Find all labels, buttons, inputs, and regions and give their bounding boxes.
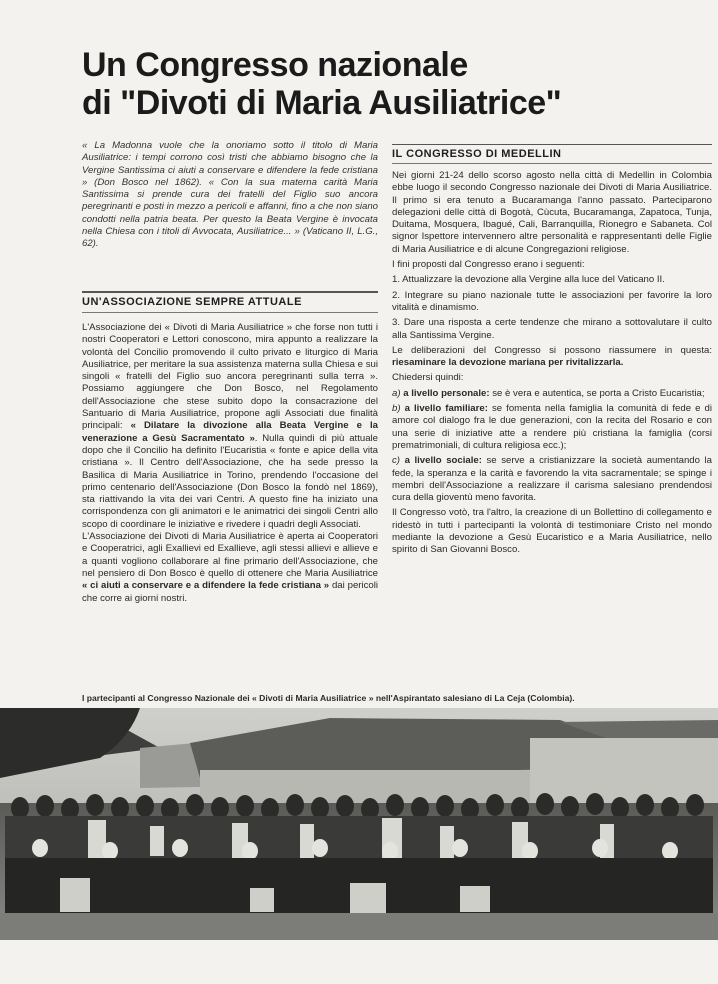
left-paragraph-2 bbox=[82, 531, 378, 605]
right-level-a bbox=[392, 388, 712, 400]
photo-caption: I partecipanti al Congresso Nazionale dei « Divoti di Maria Ausiliatrice » nell'Aspirantato salesiano di La Ceja (Colombia). bbox=[82, 693, 575, 703]
right-heading-rule-bottom bbox=[392, 163, 712, 164]
group-photo bbox=[0, 708, 718, 940]
left-paragraph-1 bbox=[82, 322, 378, 531]
left-p1-text: L'Associazione dei « Divoti di Maria Ausiliatrice » che forse non tutti i nostri Cooperatori e Lettori conoscono, mira appunto a realizzare la volontà del Concilio promovendo il culto privato e liturgico di Maria Ausiliatrice, per meritare la sua assistenza materna sulla Chiesa e sui singoli « fratelli del Figlio suo ancora peregrinanti sulla terra ». Possiamo aggiungere che Don Bosco, nel Regolamento dell'Associazione che stese subito dopo la consacrazione del Santuario di Maria Ausiliatrice, propone agli Associati due finalità principali: bbox=[82, 322, 378, 432]
group-photo-illustration bbox=[0, 708, 718, 940]
left-p1-text-end: . Nulla quindi di più attuale dopo che il Concilio ha definito l'Eucaristia « fonte e apice della vita cristiana ». Il Centro dell'Associazione, che ha sede presso la Basilica di Maria Ausiliatrice in Torino, prendendo l'occasione del primo centenario dell'Associazione (Don Bosco la fondò nel 1869), sta riattivando la vita dei vari Centri. A questo fine ha iniziato una corrispondenza con gli animatori e le animatrici dei singoli Centri allo scopo di coordinare le iniziative e rivedere i quadri degli Associati. bbox=[82, 432, 378, 530]
left-p2-text: L'Associazione dei Divoti di Maria Ausiliatrice è aperta ai Cooperatori e Cooperatrici, agli Exallievi ed Exallieve, agli stessi allievi e allieve e a quanti vogliono collaborare al fine primario dell'Associazione, che nel pensiero di Don Bosco è quello di ottenere che Maria Ausiliatrice bbox=[82, 531, 378, 579]
level-b-text: se fomenta nella famiglia la comunità di fede e di amore col dialogo fra le due generazioni, con la recita del Rosario e con una serie di iniziative atte a rendere più cristiana la famiglia (corsi prematrimoniali, di cultura religiosa ecc.); bbox=[392, 403, 712, 451]
page-title bbox=[82, 46, 702, 122]
left-p1-bold: « Dilatare la divozione alla Beata Vergine e la venerazione a Gesù Sacramentato » bbox=[82, 420, 378, 444]
left-p2-bold: « ci aiuti a conservare e a difendere la fede cristiana » bbox=[82, 580, 330, 592]
level-a-bold: a livello personale: bbox=[403, 387, 490, 399]
left-heading-rule-bottom bbox=[82, 312, 378, 313]
level-a-text: se è vera e autentica, se porta a Cristo Eucaristia; bbox=[489, 387, 705, 399]
right-p6-text: Le deliberazioni del Congresso si possono riassumere in questa: bbox=[392, 344, 712, 356]
right-paragraph-1: Nei giorni 21-24 dello scorso agosto nella città di Medellin in Colombia ebbe luogo il secondo Congresso nazionale dei Divoti di Maria Ausiliatrice. Il primo si era tenuto a Bucaramanga l'anno passato. Parteciparono delegazioni delle città di Bogotà, Cùcuta, Bucaramanga, Zapatoca, Tunja, Duitama, Mosquera, Ibagué, Cali, Barranquilla, Rionegro e Sabaneta. Col signor Ispettore intervennero altre personalità e rappresentanti delle Figlie di Maria Ausiliatrice e di alcune Congregazioni religiose. bbox=[392, 170, 712, 255]
left-p2-text-end: dai pericoli che corre ai giorni nostri. bbox=[82, 580, 379, 604]
level-b-label: b) bbox=[392, 403, 401, 415]
right-p6-bold: riesaminare la devozione mariana per rivitalizzarla. bbox=[392, 357, 624, 369]
title-line-2: di "Divoti di Maria Ausiliatrice" bbox=[82, 84, 562, 122]
right-paragraph-2: I fini proposti dal Congresso erano i seguenti: bbox=[392, 259, 585, 271]
level-b-bold: a livello familiare: bbox=[404, 403, 488, 415]
intro-quote bbox=[82, 140, 378, 251]
right-paragraph-ask: Chiedersi quindi: bbox=[392, 372, 464, 384]
right-goal-2: 2. Integrare su piano nazionale tutte le associazioni per favorire la loro vitalità e dinamismo. bbox=[392, 289, 712, 313]
right-goal-1: 1. Attualizzare la devozione alla Vergine alla luce del Vaticano II. bbox=[392, 274, 665, 286]
level-c-label: c) bbox=[392, 455, 400, 467]
right-heading-rule-top bbox=[392, 144, 712, 145]
right-section-heading: IL CONGRESSO DI MEDELLIN bbox=[392, 148, 562, 160]
level-a-label: a) bbox=[392, 387, 401, 399]
right-column-body bbox=[392, 170, 712, 560]
left-heading-rule-top bbox=[82, 292, 378, 293]
title-line-1: Un Congresso nazionale bbox=[82, 46, 468, 84]
right-paragraph-deliberations bbox=[392, 345, 712, 370]
level-c-bold: a livello sociale: bbox=[404, 455, 482, 467]
left-column-body bbox=[82, 322, 378, 605]
level-c-text: se serve a cristianizzare la società aumentando la fede, la speranza e la carità e favorendo la vita sacramentale; se spinge i membri dell'Associazione a realizzare il carisma salesiano prendendosi cura della gioventù meno favorita. bbox=[392, 455, 712, 504]
right-level-c bbox=[392, 455, 712, 504]
intro-quote-text: « La Madonna vuole che la onoriamo sotto il titolo di Maria Ausiliatrice: i tempi corrono così tristi che abbiamo bisogno che la Vergine Santissima ci aiuti a conservare e difendere la fede cristiana » (Don Bosco nel 1862). « Con la sua materna carità Maria Santissima si prende cura dei fratelli del Figlio suo ancora peregrinanti e posti in mezzo a pericoli e affanni, fino a che non siano condotti nella patria beata. Per questo la Beata Vergine è invocata nella Chiesa con i titoli di Avvocata, Ausiliatrice... » (Vaticano II, L.G., 62). bbox=[82, 140, 378, 250]
right-paragraph-final: Il Congresso votò, tra l'altro, la creazione di un Bollettino di collegamento e ridestò in tutti i partecipanti la volontà di testimoniare Cristo nel mondo mediante la devozione a Gesù Eucaristico e a Maria Ausiliatrice, nello spirito di San Giovanni Bosco. bbox=[392, 507, 712, 556]
right-level-b bbox=[392, 403, 712, 452]
left-section-heading: UN'ASSOCIAZIONE SEMPRE ATTUALE bbox=[82, 296, 302, 308]
right-goal-3: 3. Dare una risposta a certe tendenze che mirano a sottovalutare il culto alla Santissima Vergine. bbox=[392, 317, 712, 341]
